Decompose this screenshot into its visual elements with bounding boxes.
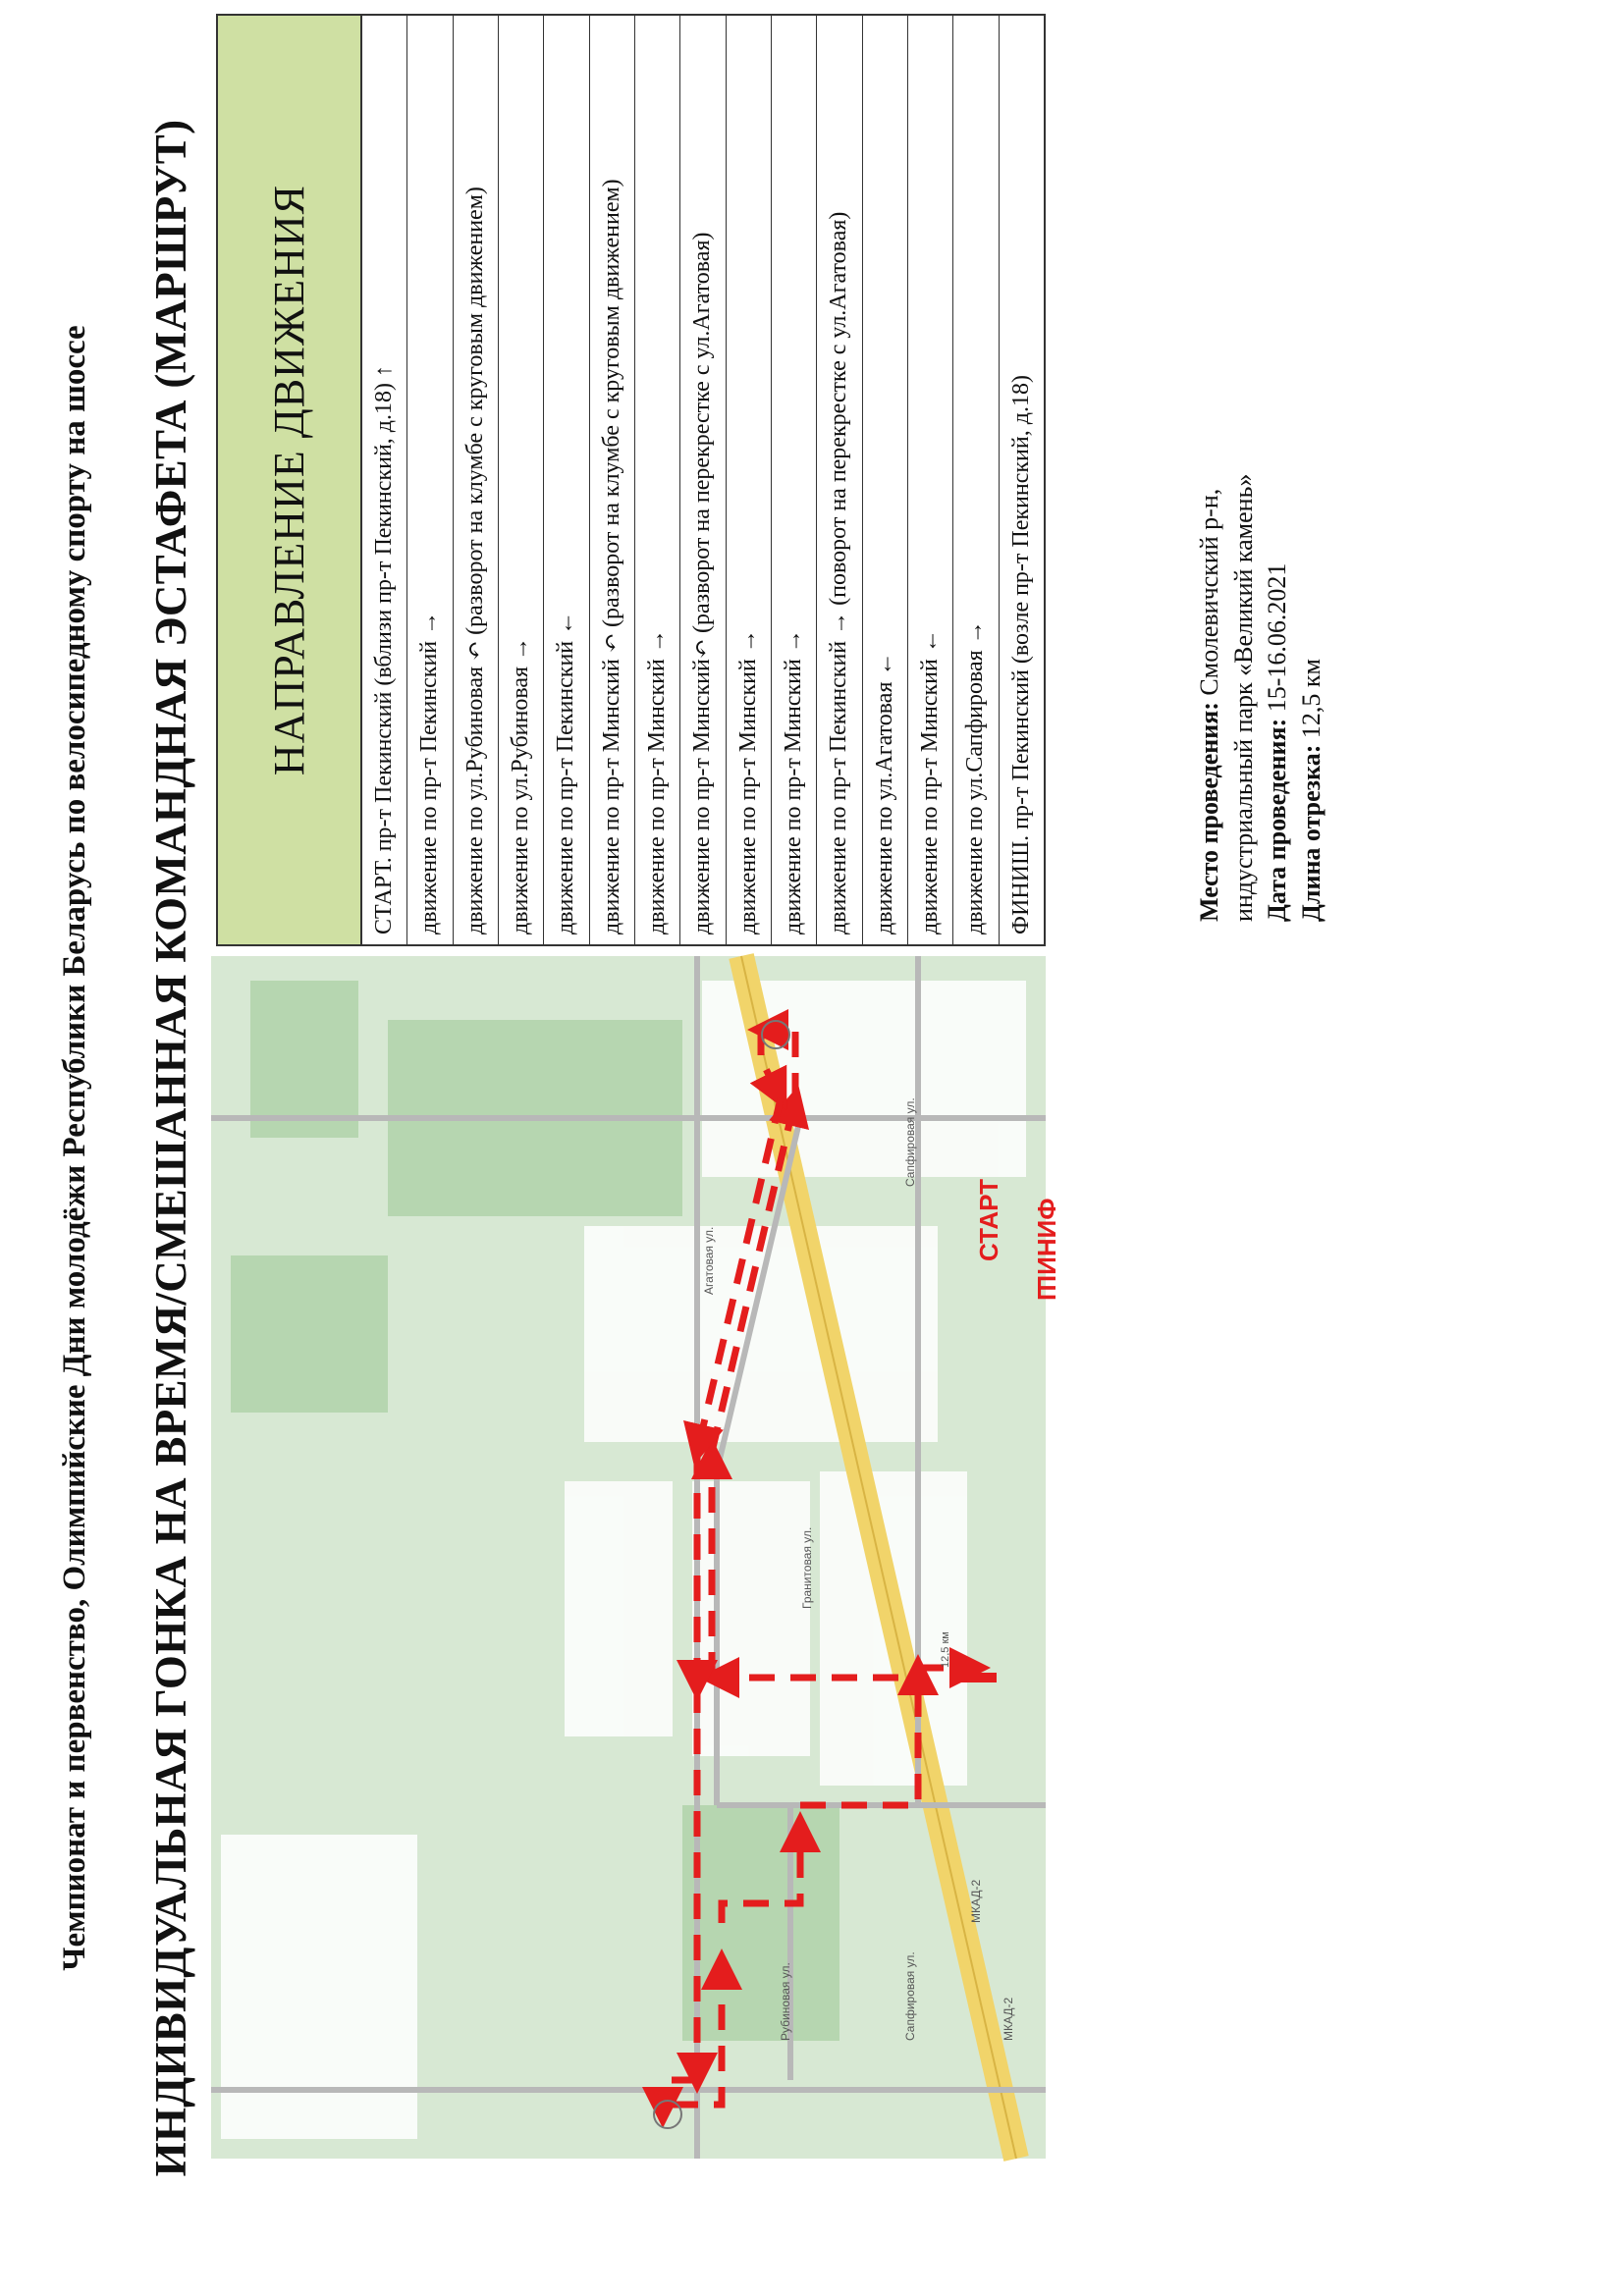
date-line (1261, 38, 1295, 922)
table-row: движение по пр-т Минский → (635, 16, 680, 944)
start-label: СТАРТ (974, 1178, 1003, 1261)
street-sapfirovaya-2: Сапфировая ул. (903, 1097, 917, 1187)
date-value: 15-16.06.2021 (1263, 562, 1292, 713)
route-table (216, 14, 1046, 946)
table-row: движение по пр-т Минский ← (908, 16, 953, 944)
date-label: Дата проведения: (1263, 718, 1292, 922)
table-row: СТАРТ. пр-т Пекинский (вблизи пр-т Пекинский, д.18) ↑ (362, 16, 407, 944)
street-sapfirovaya-1: Сапфировая ул. (903, 1951, 917, 2041)
table-row: движение по пр-т Пекинский → (поворот на перекрестке с ул.Агатовая) (817, 16, 862, 944)
map-graphic (211, 956, 1046, 2159)
event-info (1193, 38, 1328, 922)
table-row: ФИНИШ. пр-т Пекинский (возле пр-т Пекинский, д.18) (1007, 375, 1034, 934)
finish-label: ФИНИШ (1032, 1198, 1061, 1301)
table-row: движение по пр-т Минский → (727, 16, 772, 944)
street-mkad-2: МКАД-2 (969, 1879, 983, 1923)
table-row: движение по пр-т Минский↶ (разворот на перекрестке с ул.Агатовая) (680, 16, 726, 944)
table-row: движение по ул.Рубиновая ↶ (разворот на клумбе с круговым движением) (454, 16, 499, 944)
table-header: НАПРАВЛЕНИЕ ДВИЖЕНИЯ (218, 16, 362, 944)
race-title: ИНДИВИДУАЛЬНАЯ ГОНКА НА ВРЕМЯ/СМЕШАННАЯ КОМАНДНАЯ ЭСТАФЕТА (МАРШРУТ) (146, 119, 195, 2177)
table-row: движение по ул.Агатовая ← (863, 16, 908, 944)
venue-label: Место проведения: (1195, 702, 1223, 922)
competition-title: Чемпионат и первенство, Олимпийские Дни молодёжи Республики Беларусь по велосипедному спорту на шоссе (57, 325, 92, 1971)
venue-value-2: индустриальный парк «Великий камень» (1228, 473, 1258, 922)
table-row: движение по пр-т Пекинский ← (544, 16, 589, 944)
length-line (1295, 38, 1329, 922)
street-rubinovaya: Рубиновая ул. (779, 1962, 792, 2041)
length-label: Длина отрезка: (1296, 744, 1326, 922)
venue-value: Смолевичский р-н, (1195, 488, 1223, 696)
table-row: движение по ул.Рубиновая → (499, 16, 544, 944)
street-mkad-1: МКАД-2 (1001, 1997, 1015, 2041)
table-row: движение по пр-т Минский → (772, 16, 817, 944)
venue-line (1193, 38, 1227, 922)
table-row: движение по пр-т Минский ↶ (разворот на клумбе с круговым движением) (590, 16, 635, 944)
street-granitovaya: Гранитовая ул. (800, 1526, 814, 1609)
length-value: 12,5 км (1296, 659, 1326, 739)
route-map (211, 956, 1061, 2159)
distance-label: 12,5 км (940, 1631, 951, 1668)
table-row: движение по ул.Сапфировая → (953, 16, 999, 944)
table-row: движение по пр-т Пекинский → (407, 16, 453, 944)
street-agatovaya: Агатовая ул. (702, 1226, 716, 1295)
start-marker (957, 1673, 997, 1682)
